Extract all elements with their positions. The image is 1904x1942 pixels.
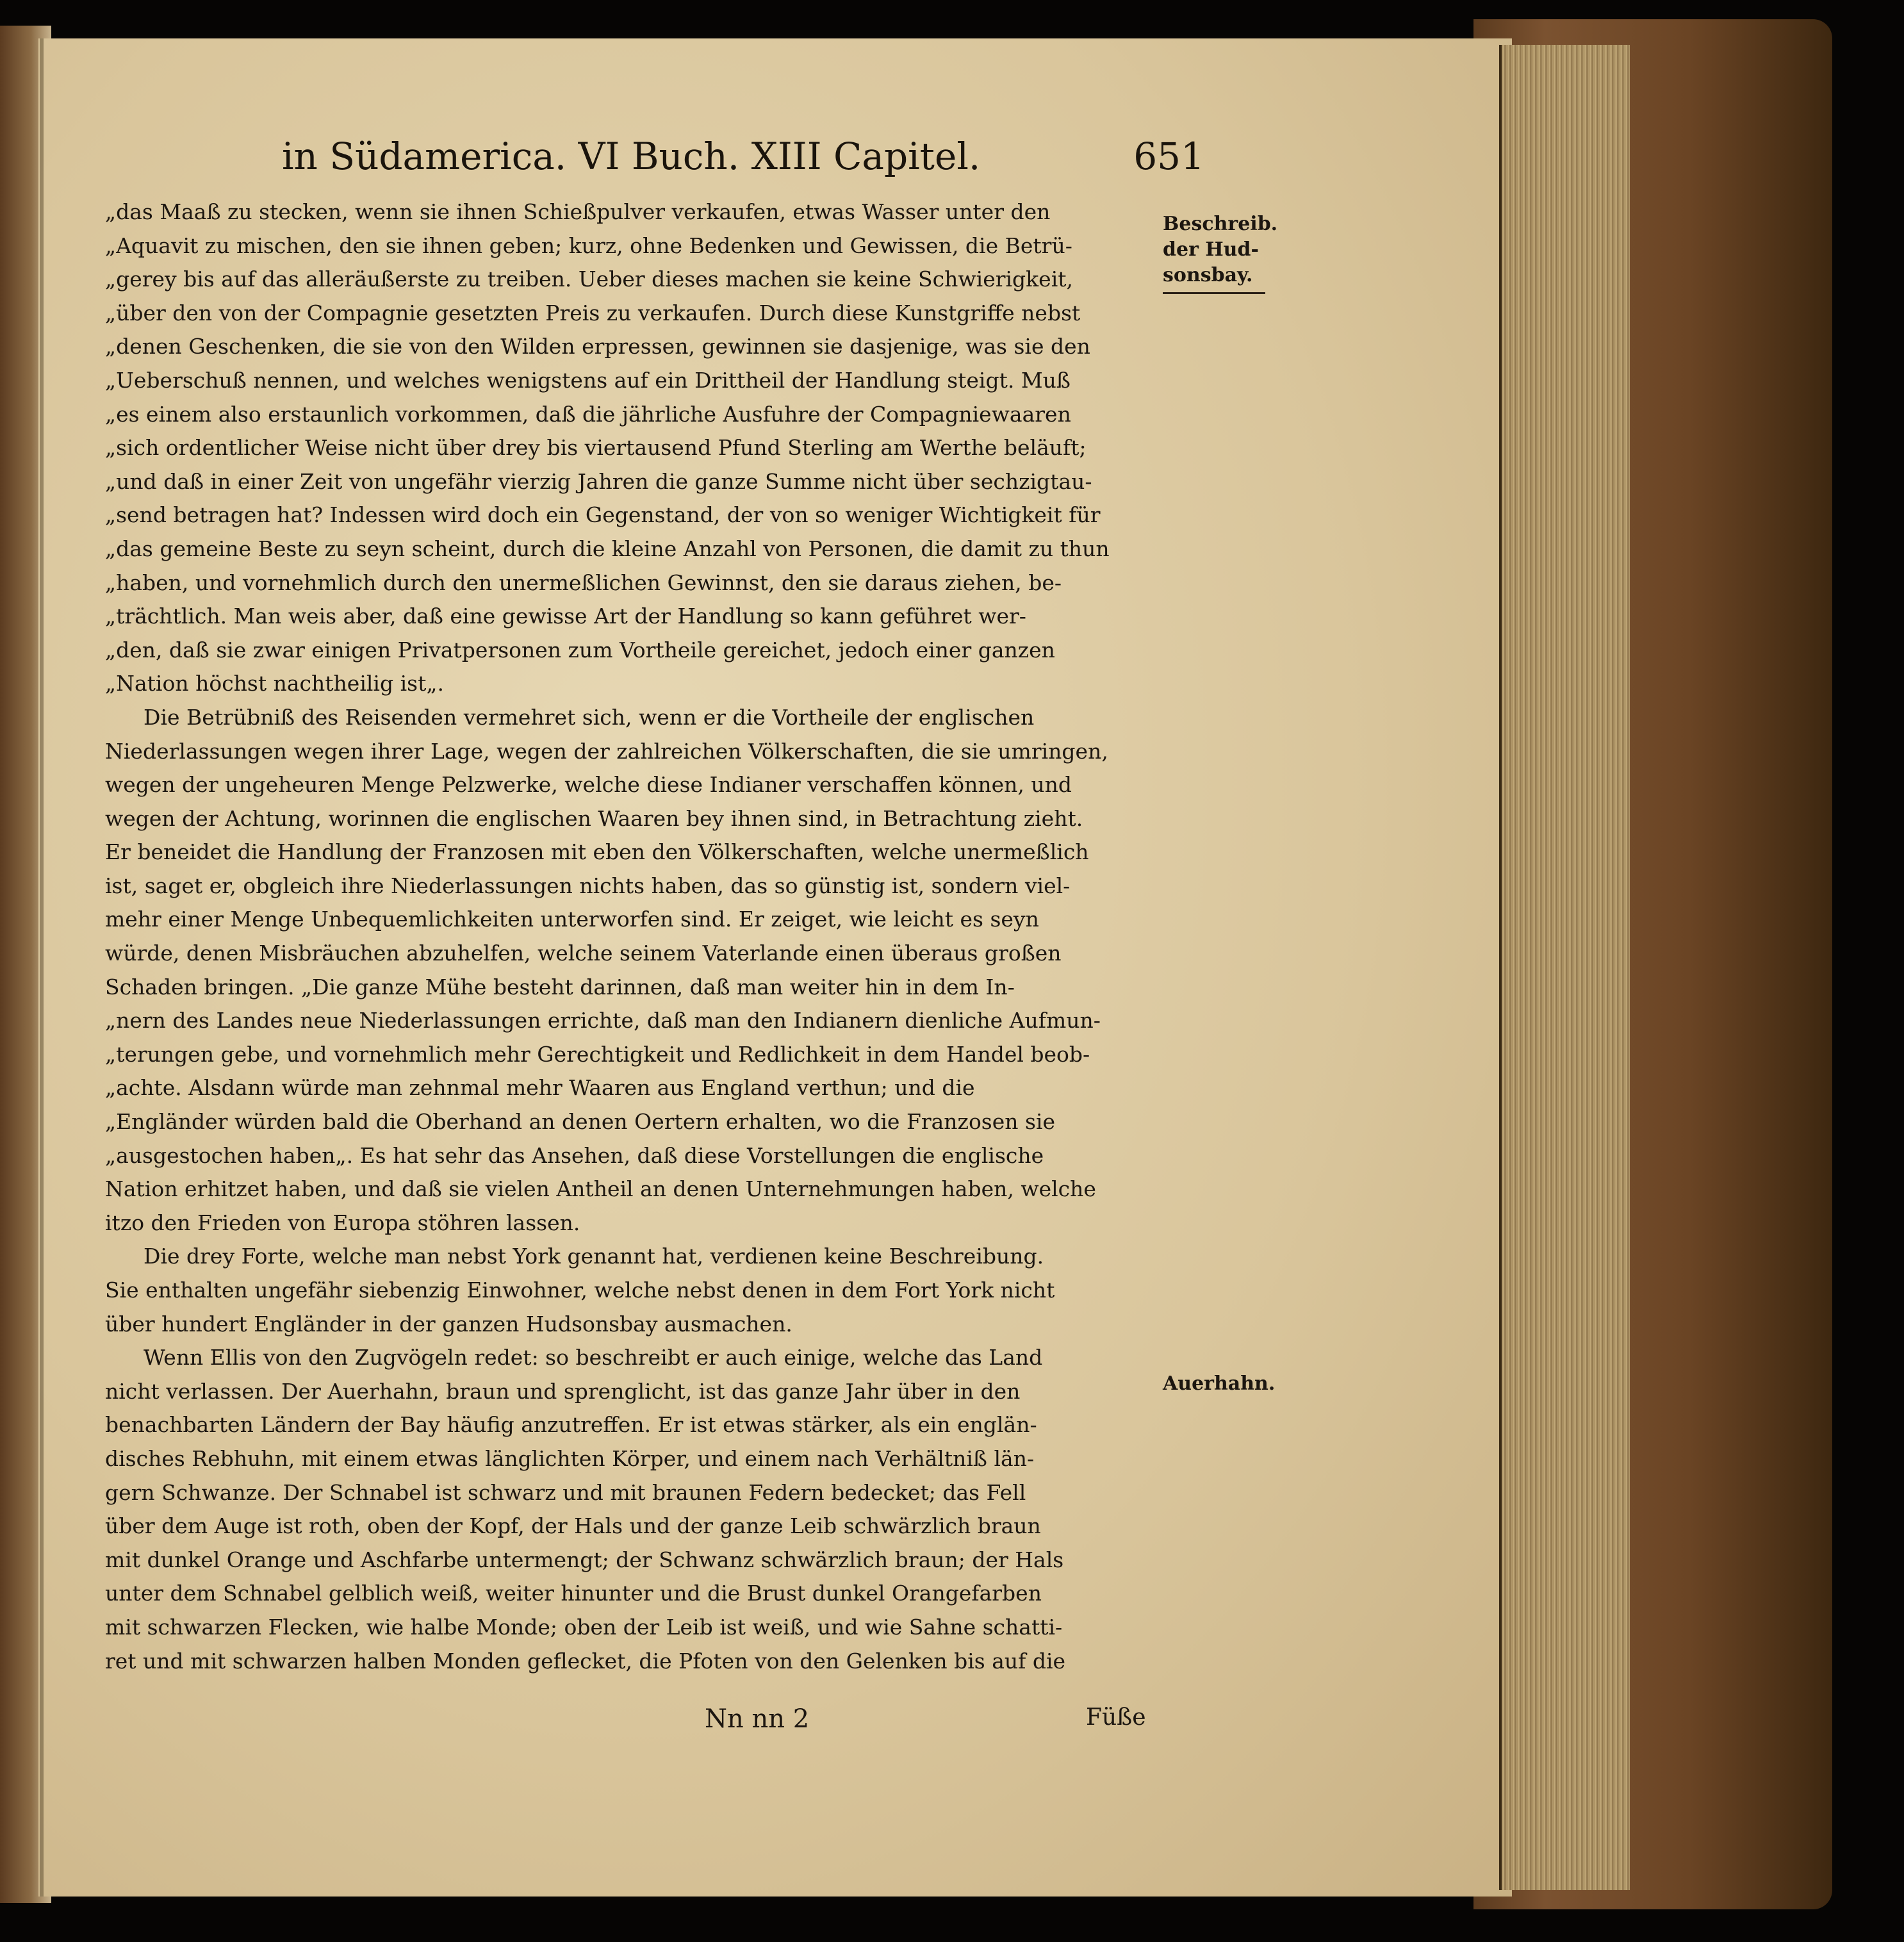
text-line: „es einem also erstaunlich vorkommen, daß die jährliche Ausfuhre der Compagniewaaren (105, 401, 1071, 427)
page-number: 651 (1133, 135, 1204, 178)
text-line: „haben, und vornehmlich durch den unermeßlichen Gewinnst, den sie daraus ziehen, be- (105, 570, 1062, 595)
text-line: ret und mit schwarzen halben Monden geflecket, die Pfoten von den Gelenken bis auf die (105, 1648, 1066, 1674)
text-line: „gerey bis auf das alleräußerste zu treiben. Ueber dieses machen sie keine Schwierigkeit, (105, 267, 1074, 292)
text-line: „das gemeine Beste zu seyn scheint, durch die kleine Anzahl von Personen, die damit zu thun (105, 536, 1110, 561)
margin-note-rule (1163, 292, 1265, 294)
text-line: gern Schwanze. Der Schnabel ist schwarz und mit braunen Federn bedecket; das Fell (105, 1479, 1026, 1505)
margin-note-auerhahn (1163, 1371, 1304, 1397)
text-line: mit dunkel Orange und Aschfarbe untermengt; der Schwanz schwärzlich braun; der Hals (105, 1547, 1064, 1572)
text-line: nicht verlassen. Der Auerhahn, braun und sprenglicht, ist das ganze Jahr über in den (105, 1378, 1021, 1404)
page-fore-edge (1499, 45, 1630, 1890)
gutter-shadow (40, 38, 44, 1897)
text-line: über hundert Engländer in der ganzen Hudsonsbay ausmachen. (105, 1311, 792, 1337)
text-line: „send betragen hat? Indessen wird doch ein Gegenstand, der von so weniger Wichtigkeit für (105, 502, 1101, 528)
text-line: Schaden bringen. „Die ganze Mühe besteht darinnen, daß man weiter hin in dem In- (105, 974, 1015, 1000)
text-line: Er beneidet die Handlung der Franzosen mit eben den Völkerschaften, welche unermeßlich (105, 839, 1089, 865)
text-line: „das Maaß zu stecken, wenn sie ihnen Schießpulver verkaufen, etwas Wasser unter den (105, 199, 1051, 224)
text-line: „nern des Landes neue Niederlassungen errichte, daß man den Indianern dienliche Aufmun- (105, 1008, 1101, 1033)
margin-note-line: Auerhahn. (1163, 1372, 1276, 1395)
text-line: Die drey Forte, welche man nebst York genannt hat, verdienen keine Beschreibung. (144, 1244, 1044, 1269)
text-line: „und daß in einer Zeit von ungefähr vierzig Jahren die ganze Summe nicht über sechzigtau- (105, 468, 1092, 494)
text-line: „Ueberschuß nennen, und welches wenigstens auf ein Drittheil der Handlung steigt. Muß (105, 367, 1071, 393)
text-line: „über den von der Compagnie gesetzten Preis zu verkaufen. Durch diese Kunstgriffe nebst (105, 300, 1081, 325)
signature-mark: Nn nn 2 (705, 1704, 810, 1734)
margin-note-line: sonsbay. (1163, 264, 1253, 286)
catchword: Füße (1086, 1704, 1146, 1731)
text-line: mit schwarzen Flecken, wie halbe Monde; oben der Leib ist weiß, und wie Sahne schatti- (105, 1614, 1063, 1640)
text-line: „terungen gebe, und vornehmlich mehr Gerechtigkeit und Redlichkeit in dem Handel beob- (105, 1041, 1090, 1067)
text-line: Nation erhitzet haben, und daß sie vielen Antheil an denen Unternehmungen haben, welche (105, 1176, 1096, 1202)
margin-note-line: der Hud- (1163, 238, 1259, 261)
text-line: Sie enthalten ungefähr siebenzig Einwohner, welche nebst denen in dem Fort York nicht (105, 1278, 1055, 1303)
running-head (282, 135, 1204, 178)
text-line: „ausgestochen haben„. Es hat sehr das Ansehen, daß diese Vorstellungen die englische (105, 1142, 1044, 1168)
text-line: unter dem Schnabel gelblich weiß, weiter hinunter und die Brust dunkel Orangefarben (105, 1581, 1042, 1606)
text-line: „den, daß sie zwar einigen Privatpersonen zum Vortheile gereichet, jedoch einer ganzen (105, 637, 1055, 662)
text-line: Wenn Ellis von den Zugvögeln redet: so beschreibt er auch einige, welche das Land (144, 1345, 1043, 1370)
body-text (105, 195, 1143, 1678)
text-line: wegen der ungeheuren Menge Pelzwerke, welche diese Indianer verschaffen können, und (105, 772, 1072, 798)
margin-note-hudsonsbay (1163, 211, 1304, 294)
margin-note-line: Beschreib. (1163, 213, 1278, 235)
text-line: benachbarten Ländern der Bay häufig anzutreffen. Er ist etwas stärker, als ein englän- (105, 1412, 1037, 1438)
text-line: „achte. Alsdann würde man zehnmal mehr Waaren aus England verthun; und die (105, 1075, 975, 1101)
text-line: itzo den Frieden von Europa stöhren lassen. (105, 1210, 580, 1235)
text-line: Die Betrübniß des Reisenden vermehret sich, wenn er die Vortheile der englischen (144, 704, 1035, 730)
text-line: ist, saget er, obgleich ihre Niederlassungen nichts haben, das so günstig ist, sondern viel- (105, 873, 1071, 898)
text-line: Niederlassungen wegen ihrer Lage, wegen der zahlreichen Völkerschaften, die sie umringen, (105, 738, 1108, 764)
running-title: in Südamerica. VI Buch. XIII Capitel. (282, 135, 981, 178)
text-line: „Engländer würden bald die Oberhand an denen Oertern erhalten, wo die Franzosen sie (105, 1109, 1056, 1135)
text-line: „denen Geschenken, die sie von den Wilden erpressen, gewinnen sie dasjenige, was sie den (105, 334, 1090, 359)
text-line: wegen der Achtung, worinnen die englischen Waaren bey ihnen sind, in Betrachtung zieht. (105, 805, 1083, 831)
text-line: disches Rebhuhn, mit einem etwas länglichten Körper, und einem nach Verhältniß län- (105, 1445, 1035, 1471)
text-line: „Nation höchst nachtheilig ist„. (105, 671, 444, 696)
text-line: über dem Auge ist roth, oben der Kopf, der Hals und der ganze Leib schwärzlich braun (105, 1513, 1041, 1539)
text-line: würde, denen Misbräuchen abzuhelfen, welche seinem Vaterlande einen überaus großen (105, 941, 1062, 966)
text-line: mehr einer Menge Unbequemlichkeiten unterworfen sind. Er zeiget, wie leicht es seyn (105, 907, 1039, 932)
text-line: „trächtlich. Man weis aber, daß eine gewisse Art der Handlung so kann geführet wer- (105, 604, 1026, 629)
text-line: „Aquavit zu mischen, den sie ihnen geben; kurz, ohne Bedenken und Gewissen, die Betrü- (105, 233, 1072, 258)
text-line: „sich ordentlicher Weise nicht über drey bis viertausend Pfund Sterling am Werthe beläuft; (105, 435, 1087, 461)
